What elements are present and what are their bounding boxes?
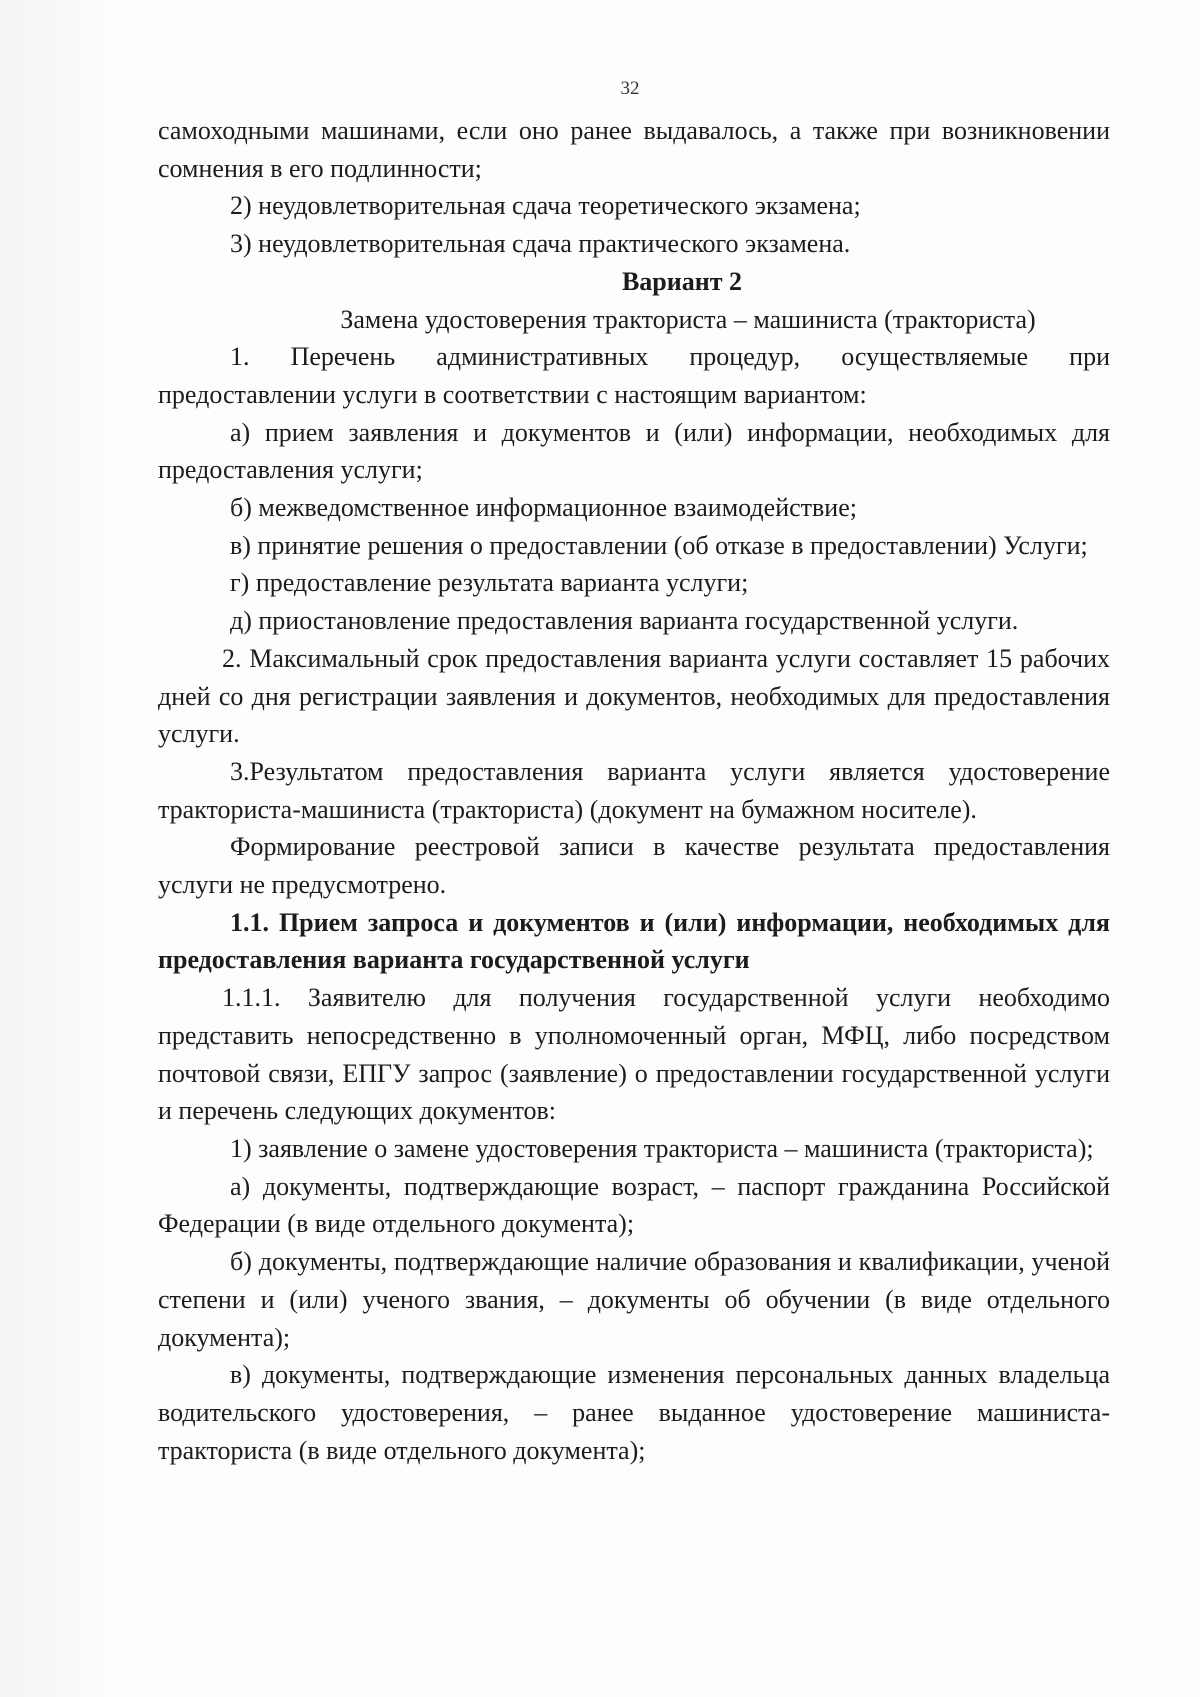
paragraph: 1. Перечень административных процедур, осуществляемые при предоставлении услуги в соответствии с настоящим вариантом: (158, 342, 1110, 409)
paragraph: Формирование реестровой записи в качестве результата предоставления услуги не предусмотрено. (158, 832, 1110, 900)
list-item: 1) заявление о замене удостоверения тракториста – машиниста (тракториста); (230, 1133, 1094, 1163)
list-item: б) межведомственное информационное взаимодействие; (230, 493, 857, 523)
paragraph: самоходными машинами, если оно ранее выдавалось, а также при возникновении сомнения в его подлинности; (158, 116, 1110, 183)
document-body (158, 112, 1110, 1469)
list-item: 2) неудовлетворительная сдача теоретического экзамена; (230, 191, 861, 221)
paragraph: 3.Результатом предоставления варианта услуги является удостоверение тракториста-машиниста (тракториста) (документ на бумажном носителе). (158, 756, 1110, 824)
list-item: а) прием заявления и документов и (или) информации, необходимых для предоставления услуги; (158, 417, 1110, 485)
list-item: а) документы, подтверждающие возраст, – паспорт гражданина Российской Федерации (в виде отдельного документа); (158, 1171, 1110, 1239)
list-item: д) приостановление предоставления варианта государственной услуги. (230, 606, 1019, 636)
paragraph: 2. Максимальный срок предоставления варианта услуги составляет 15 рабочих дней со дня регистрации заявления и документов, необходимых для предоставления услуги. (158, 643, 1110, 749)
list-item: г) предоставление результата варианта услуги; (230, 568, 749, 598)
paragraph: 1.1.1. Заявителю для получения государственной услуги необходимо представить непосредственно в уполномоченный орган, МФЦ, либо посредством почтовой связи, ЕПГУ запрос (заявление) о предоставлении государственной услуги и перечень следующих документов: (158, 983, 1110, 1126)
list-item: в) документы, подтверждающие изменения персональных данных владельца водительского удостоверения, – ранее выданное удостоверение машиниста-тракториста (в виде отдельного документа); (158, 1360, 1110, 1465)
list-item: б) документы, подтверждающие наличие образования и квалификации, ученой степени и (или) ученого звания, – документы об обучении (в виде отдельного документа); (158, 1247, 1110, 1352)
section-heading: 1.1. Прием запроса и документов и (или) информации, необходимых для предоставления варианта государственной услуги (158, 907, 1110, 975)
scan-shadow (0, 0, 110, 1697)
list-item: в) принятие решения о предоставлении (об отказе в предоставлении) Услуги; (230, 530, 1088, 560)
variant-title: Замена удостоверения тракториста – машиниста (тракториста) (340, 304, 1036, 334)
variant-heading: Вариант 2 (621, 266, 743, 296)
list-item: 3) неудовлетворительная сдача практического экзамена. (230, 229, 851, 259)
page-number: 32 (620, 78, 640, 99)
